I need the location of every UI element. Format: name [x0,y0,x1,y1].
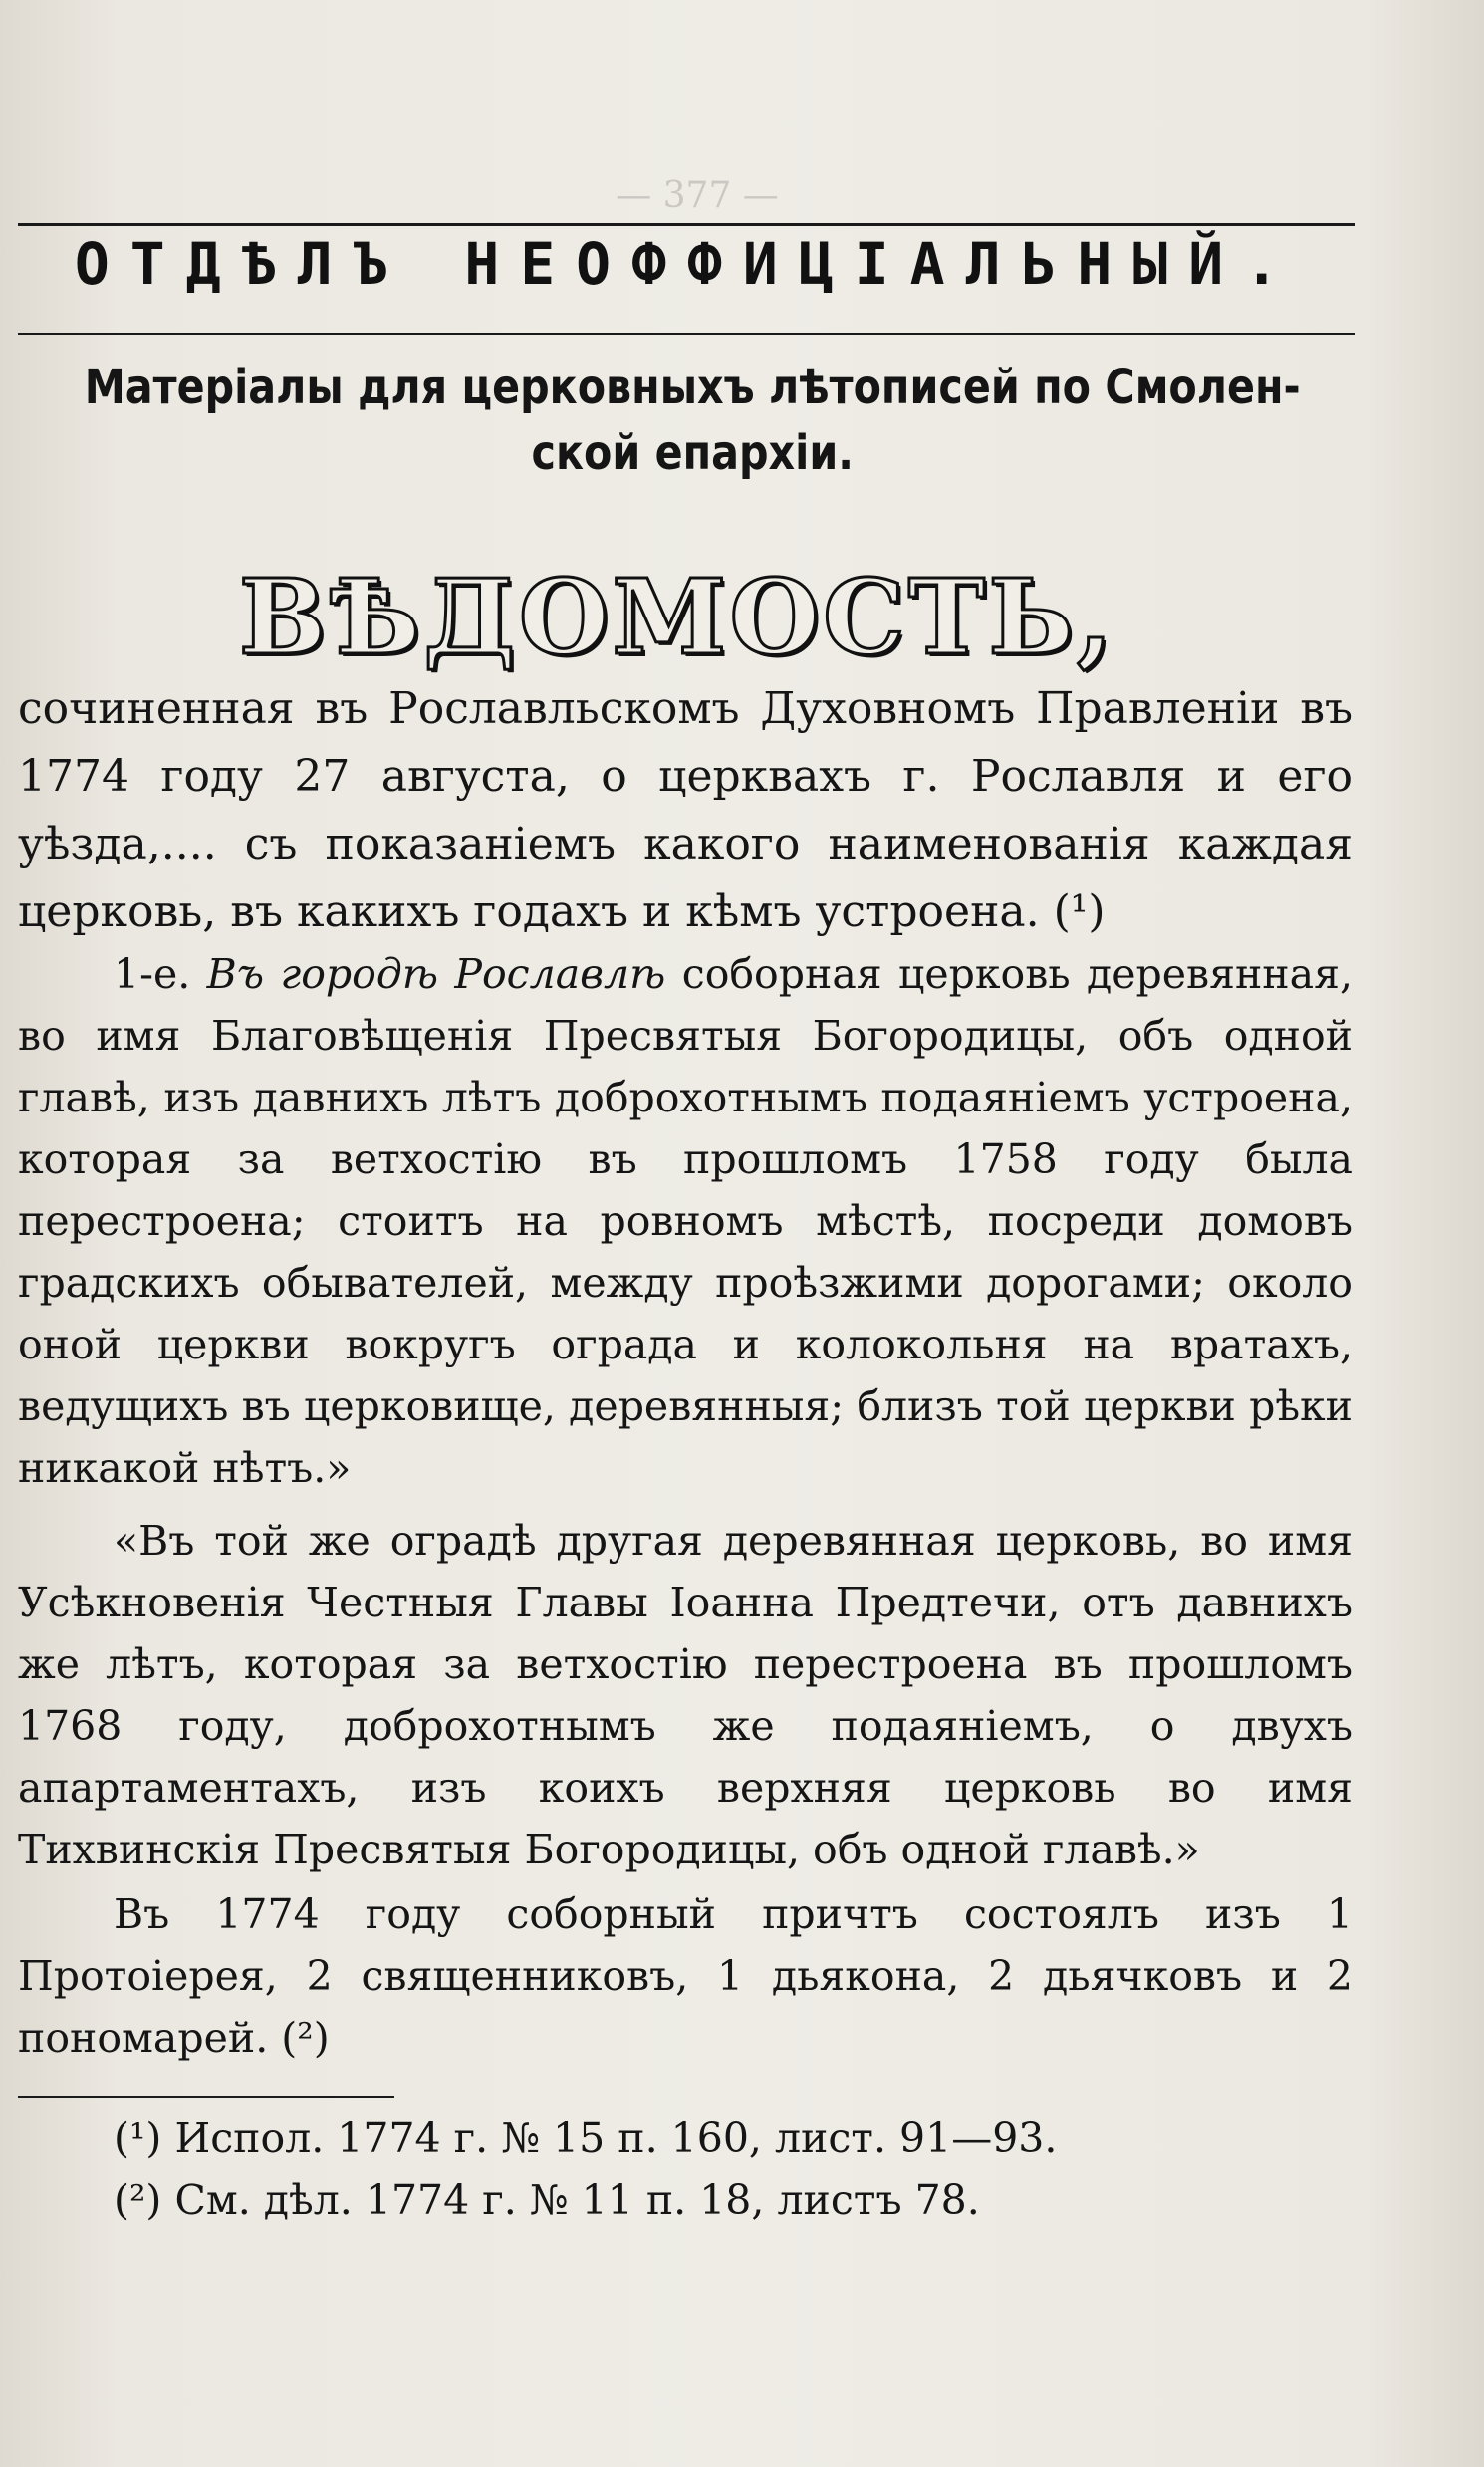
paragraph-1-text: соборная церковь деревянная, во имя Благовѣщенія Пресвятыя Богородицы, объ одной главѣ, изъ давнихъ лѣтъ доброхотнымъ подаяніемъ устроена, которая за ветхостію въ прошломъ 1758 году была перестроена; стоитъ на ровномъ мѣстѣ, посреди домовъ градскихъ обывателей, между проѣзжими дорогами; около оной церкви вокругъ ограда и колокольня на вратахъ, ведущихъ въ церковище, деревянныя; близъ той церкви рѣки никакой нѣтъ.» [18,950,1353,1492]
document-heading: ВѢДОМОСТЬ, [238,556,1116,678]
paragraph-3: Въ 1774 году соборный причтъ состоялъ изъ 1 Протоіерея, 2 священниковъ, 1 дьякона, 2 дьячковъ и 2 пономарей. (²) [18,1890,1353,2062]
subtitle-line-1: Матеріалы для церковныхъ лѣтописей по Смолен- [84,360,1301,415]
page-number: — 377 — [616,175,779,216]
section-title: ОТДѢЛЪ НЕОФФИЦІАЛЬНЫЙ. [74,230,1301,298]
subtitle-line-2: ской епархіи. [531,425,854,481]
paragraph-1-place: Въ городѣ Рославлѣ [206,950,666,998]
subtitle [30,355,1355,486]
paragraph-1-prefix: 1-е. [114,950,207,998]
top-rule [18,223,1355,226]
intro-paragraph: сочиненная въ Рославльскомъ Духовномъ Правленіи въ 1774 году 27 августа, о церквахъ г. Рославля и его уѣзда,.... съ показаніемъ какого наименованія каждая церковь, въ какихъ годахъ и кѣмъ устроена. (¹) [18,683,1353,937]
footnotes [18,2107,1353,2231]
section-rule [18,333,1355,335]
paragraph-1 [18,943,1353,1499]
paragraph-2: «Въ той же оградѣ другая деревянная церковь, во имя Усѣкновенія Честныя Главы Іоанна Предтечи, отъ давнихъ же лѣтъ, которая за ветхостію перестроена въ прошломъ 1768 году, доброхотнымъ же подаяніемъ, о двухъ апартаментахъ, изъ коихъ верхняя церковь во имя Тихвинскія Пресвятыя Богородицы, объ одной главѣ.» [18,1517,1353,1873]
footnote-rule [18,2096,394,2098]
footnote-1: (¹) Испол. 1774 г. № 15 п. 160, лист. 91—93. [114,2114,1058,2162]
footnote-2: (²) См. дѣл. 1774 г. № 11 п. 18, листъ 78. [114,2176,980,2224]
